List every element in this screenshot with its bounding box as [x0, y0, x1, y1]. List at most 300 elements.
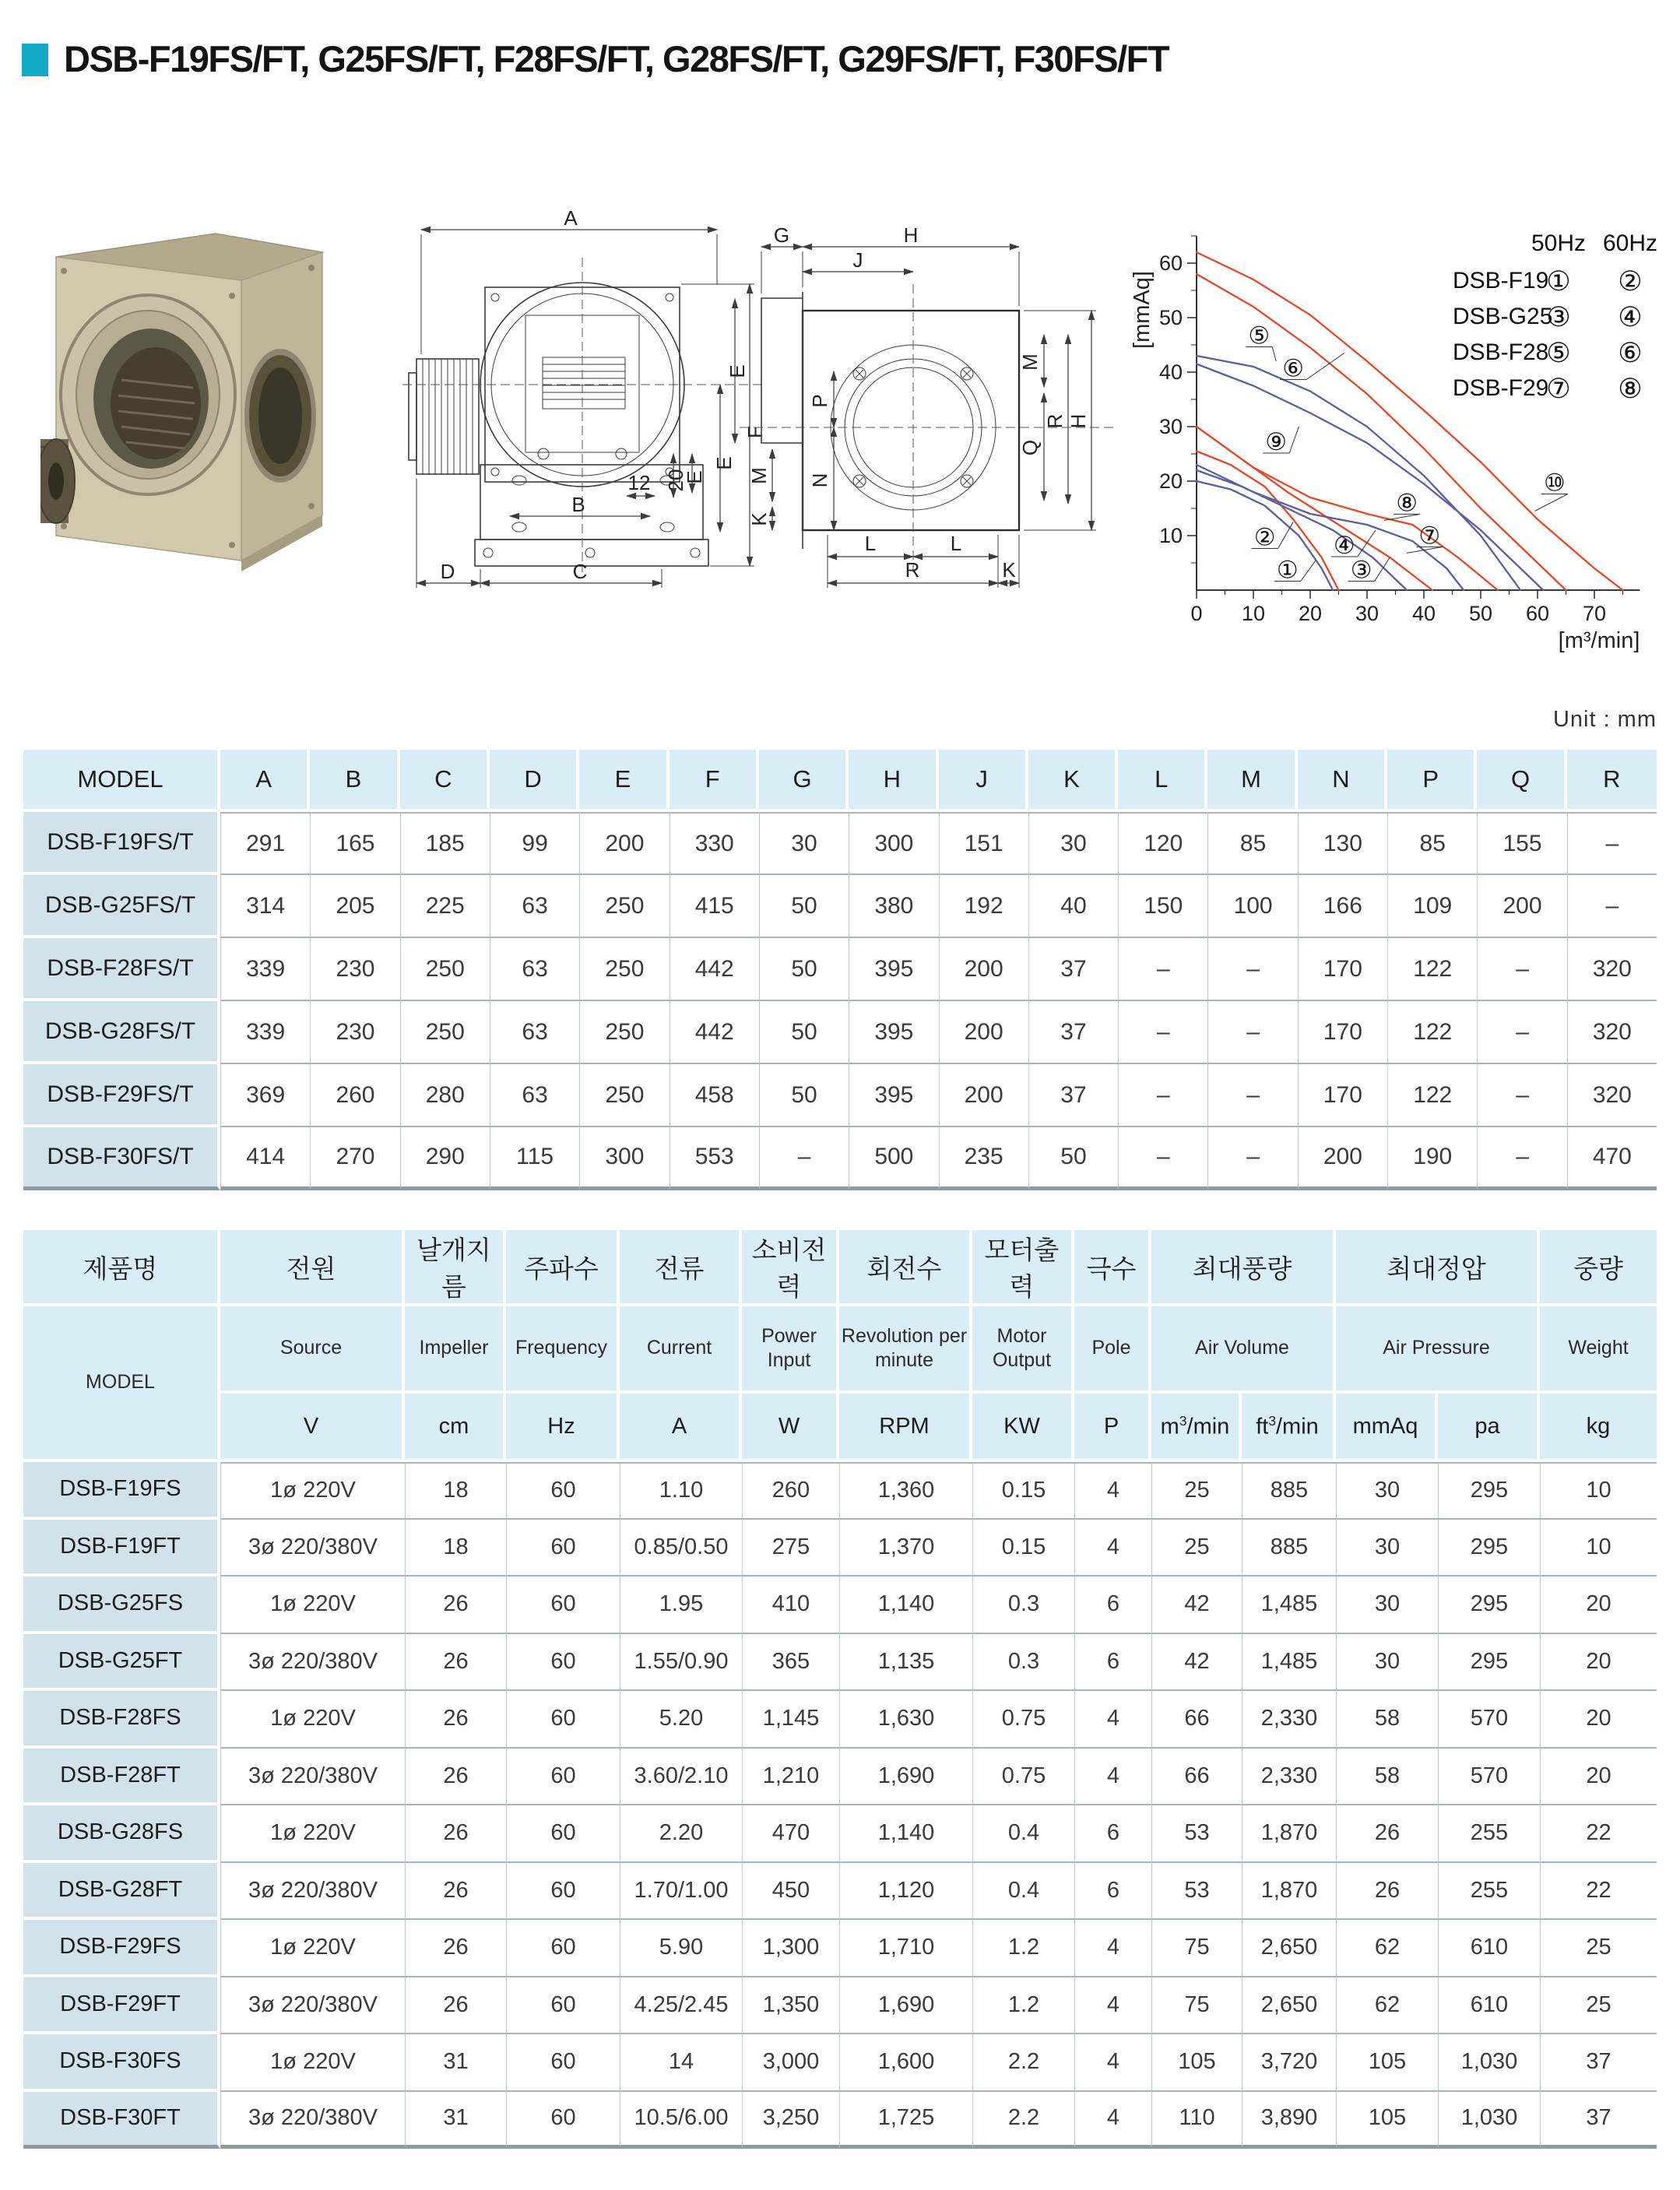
spec-value-cell: 1.95 — [620, 1577, 742, 1634]
dim-value-cell: 290 — [400, 1127, 490, 1190]
dim-value-cell: 170 — [1298, 1064, 1387, 1127]
spec-header-korean: 중량 — [1540, 1230, 1657, 1306]
spec-value-cell: 20 — [1540, 1577, 1657, 1634]
spec-value-cell: 1ø 220V — [220, 1691, 405, 1749]
spec-value-cell: 105 — [1336, 2034, 1438, 2092]
spec-header-english: Power Input — [742, 1306, 839, 1394]
spec-value-cell: 570 — [1438, 1749, 1540, 1806]
unit-note: Unit : mm — [1552, 707, 1657, 732]
x-axis-label: [m³/min] — [1558, 628, 1640, 653]
spec-value-cell: 2,650 — [1242, 1920, 1336, 1977]
spec-value-cell: 1,140 — [839, 1577, 972, 1634]
dim-col-header: N — [1298, 750, 1387, 812]
spec-value-cell: 20 — [1540, 1634, 1657, 1692]
svg-text:50: 50 — [1468, 602, 1493, 625]
spec-value-cell: 60 — [506, 1977, 620, 2035]
spec-value-cell: 18 — [405, 1520, 506, 1577]
svg-text:70: 70 — [1582, 602, 1607, 625]
spec-value-cell: 1,140 — [839, 1805, 972, 1863]
dim-label-20: 20 — [664, 469, 687, 492]
spec-value-cell: 1,710 — [839, 1920, 972, 1977]
spec-value-cell: 610 — [1438, 1920, 1540, 1977]
svg-text:⑥: ⑥ — [1618, 338, 1643, 368]
dim-col-header: C — [400, 750, 490, 812]
dim-value-cell: 150 — [1118, 875, 1207, 938]
dim-label-E: E — [683, 470, 706, 484]
dim-value-cell: 553 — [670, 1127, 759, 1190]
spec-value-cell: 20 — [1540, 1691, 1657, 1749]
spec-value-cell: 4 — [1074, 2092, 1151, 2150]
dim-value-cell: 122 — [1387, 1064, 1477, 1127]
spec-value-cell: 53 — [1151, 1863, 1242, 1921]
dim-value-cell: – — [1118, 1064, 1207, 1127]
spec-table-row — [23, 1577, 1657, 1634]
spec-value-cell: 2,330 — [1242, 1691, 1336, 1749]
title-accent-square — [22, 44, 48, 76]
dim-label-E: E — [726, 364, 749, 378]
spec-value-cell: 60 — [506, 1462, 620, 1520]
front-view-drawing — [724, 206, 1129, 615]
spec-value-cell: 295 — [1438, 1634, 1540, 1692]
spec-value-cell: 2,330 — [1242, 1749, 1336, 1806]
spec-value-cell: 295 — [1438, 1577, 1540, 1634]
spec-value-cell: 26 — [405, 1691, 506, 1749]
spec-header-korean: 소비전력 — [742, 1230, 839, 1306]
spec-header-english: Impeller — [405, 1306, 506, 1394]
dim-value-cell: 109 — [1387, 875, 1477, 938]
spec-model-cell: DSB-G28FS — [23, 1805, 220, 1863]
spec-model-cell: DSB-F28FT — [23, 1749, 220, 1806]
spec-value-cell: 60 — [506, 1805, 620, 1863]
spec-value-cell: 60 — [506, 2092, 620, 2150]
dim-value-cell: 280 — [400, 1064, 490, 1127]
dim-value-cell: 63 — [490, 1064, 579, 1127]
spec-table-row — [23, 1863, 1657, 1921]
dim-value-cell: 442 — [670, 1001, 759, 1064]
svg-text:0: 0 — [1190, 602, 1203, 625]
spec-value-cell: 25 — [1151, 1462, 1242, 1520]
spec-value-cell: 1,145 — [742, 1691, 839, 1749]
dim-value-cell: 37 — [1028, 1064, 1118, 1127]
spec-header-unit: $m^3/\min$ — [1151, 1394, 1242, 1462]
dim-label-M: M — [1018, 353, 1042, 371]
dim-value-cell: 395 — [849, 1064, 938, 1127]
dim-value-cell: 40 — [1028, 875, 1118, 938]
spec-header-unit: KW — [972, 1394, 1074, 1462]
spec-table-row — [23, 1977, 1657, 2035]
dim-value-cell: 260 — [310, 1064, 399, 1127]
spec-value-cell: 365 — [742, 1634, 839, 1692]
dim-col-header: K — [1028, 750, 1118, 812]
spec-value-cell: 30 — [1336, 1634, 1438, 1692]
dim-value-cell: 50 — [759, 1064, 849, 1127]
spec-value-cell: 3ø 220/380V — [220, 1634, 405, 1692]
spec-header-english: Revolution per minute — [839, 1306, 972, 1394]
dim-col-header: F — [670, 750, 759, 812]
spec-value-cell: 60 — [506, 2034, 620, 2092]
dim-value-cell: 130 — [1298, 812, 1387, 875]
spec-header-english: Source — [220, 1306, 405, 1394]
spec-header-unit: RPM — [839, 1394, 972, 1462]
dim-value-cell: 205 — [310, 875, 399, 938]
spec-header-korean: 주파수 — [506, 1230, 620, 1306]
dim-value-cell: 200 — [939, 938, 1028, 1001]
spec-value-cell: 885 — [1242, 1462, 1336, 1520]
dim-col-header: H — [849, 750, 938, 812]
spec-value-cell: 3.60/2.10 — [620, 1749, 742, 1806]
spec-value-cell: 275 — [742, 1520, 839, 1577]
dim-value-cell: – — [1207, 1064, 1297, 1127]
spec-value-cell: 60 — [506, 1577, 620, 1634]
dim-value-cell: 63 — [490, 875, 579, 938]
spec-value-cell: 62 — [1336, 1920, 1438, 1977]
spec-value-cell: 2.2 — [972, 2034, 1074, 2092]
dim-label-K: K — [1002, 558, 1016, 582]
curve-number-label: ⑤ — [1248, 322, 1271, 350]
dim-value-cell: 200 — [579, 812, 669, 875]
svg-text:DSB-G25: DSB-G25 — [1453, 304, 1553, 329]
spec-value-cell: 60 — [506, 1520, 620, 1577]
dim-label-K: K — [747, 512, 771, 526]
dim-table-row — [23, 938, 1657, 1001]
spec-header-unit: cm — [405, 1394, 506, 1462]
dim-value-cell: 339 — [220, 1001, 310, 1064]
dim-label-P: P — [808, 394, 831, 408]
curve-number-label: ⑧ — [1396, 489, 1418, 517]
dim-label-H: H — [903, 223, 919, 247]
dim-label-B: B — [571, 493, 585, 516]
spec-value-cell: 26 — [405, 1749, 506, 1806]
dim-col-header: E — [579, 750, 669, 812]
dim-value-cell: – — [1207, 1127, 1297, 1190]
dim-col-header: Q — [1477, 750, 1566, 812]
svg-text:30: 30 — [1355, 602, 1379, 625]
dim-table-row — [23, 812, 1657, 875]
spec-value-cell: 2.2 — [972, 2092, 1074, 2150]
spec-value-cell: 295 — [1438, 1462, 1540, 1520]
spec-value-cell: 25 — [1540, 1920, 1657, 1977]
svg-text:60Hz: 60Hz — [1602, 230, 1658, 256]
spec-header-unit: Hz — [506, 1394, 620, 1462]
dimension-table — [23, 750, 1657, 1190]
spec-header-korean: 제품명 — [23, 1230, 220, 1306]
svg-text:50: 50 — [1158, 306, 1183, 329]
spec-value-cell: 450 — [742, 1863, 839, 1921]
dim-value-cell: 120 — [1118, 812, 1207, 875]
spec-value-cell: 1,030 — [1438, 2034, 1540, 2092]
spec-value-cell: 6 — [1074, 1805, 1151, 1863]
spec-value-cell: 3ø 220/380V — [220, 1520, 405, 1577]
spec-value-cell: 3ø 220/380V — [220, 1863, 405, 1921]
dim-model-cell: DSB-G25FS/T — [23, 875, 220, 938]
dim-table-row — [23, 1001, 1657, 1064]
spec-value-cell: 1ø 220V — [220, 2034, 405, 2092]
spec-value-cell: 4.25/2.45 — [620, 1977, 742, 2035]
dim-value-cell: 200 — [939, 1001, 1028, 1064]
spec-value-cell: 0.15 — [972, 1520, 1074, 1577]
dim-value-cell: 235 — [939, 1127, 1028, 1190]
dim-value-cell: 200 — [1298, 1127, 1387, 1190]
spec-value-cell: 60 — [506, 1863, 620, 1921]
dim-value-cell: 155 — [1477, 812, 1566, 875]
dim-value-cell: 300 — [849, 812, 938, 875]
spec-model-cell: DSB-G25FT — [23, 1634, 220, 1692]
dim-label-Q: Q — [1018, 439, 1042, 456]
dim-value-cell: 85 — [1387, 812, 1477, 875]
curve-②-60Hz — [1197, 452, 1339, 591]
dim-value-cell: 369 — [220, 1064, 310, 1127]
dim-value-cell: – — [1207, 938, 1297, 1001]
svg-text:①: ① — [1546, 266, 1571, 297]
spec-value-cell: 0.85/0.50 — [620, 1520, 742, 1577]
spec-value-cell: 1,690 — [839, 1749, 972, 1806]
svg-text:40: 40 — [1158, 360, 1183, 384]
dim-label-D: D — [440, 560, 455, 583]
svg-text:DSB-F29: DSB-F29 — [1453, 375, 1549, 401]
spec-value-cell: 1.70/1.00 — [620, 1863, 742, 1921]
dim-value-cell: 166 — [1298, 875, 1387, 938]
spec-value-cell: 18 — [405, 1462, 506, 1520]
spec-value-cell: 3ø 220/380V — [220, 1749, 405, 1806]
spec-value-cell: 4 — [1074, 1977, 1151, 2035]
dim-value-cell: 250 — [579, 1001, 669, 1064]
spec-value-cell: 1.10 — [620, 1462, 742, 1520]
spec-value-cell: 10 — [1540, 1462, 1657, 1520]
spec-value-cell: 0.3 — [972, 1634, 1074, 1692]
spec-table-row — [23, 1462, 1657, 1520]
photo-motor — [40, 439, 75, 523]
spec-value-cell: 62 — [1336, 1977, 1438, 2035]
spec-value-cell: 10.5/6.00 — [620, 2092, 742, 2150]
spec-value-cell: 110 — [1151, 2092, 1242, 2150]
y-axis-label: [mmAq] — [1130, 271, 1155, 349]
spec-value-cell: 1,120 — [839, 1863, 972, 1921]
spec-value-cell: 66 — [1151, 1691, 1242, 1749]
svg-text:50Hz: 50Hz — [1531, 230, 1587, 256]
svg-text:⑦: ⑦ — [1546, 374, 1571, 404]
dim-label-M: M — [747, 467, 771, 484]
curve-number-label: ③ — [1350, 556, 1372, 584]
dim-value-cell: 192 — [939, 875, 1028, 938]
dim-value-cell: 225 — [400, 875, 490, 938]
svg-text:20: 20 — [1298, 602, 1323, 625]
spec-value-cell: 0.75 — [972, 1691, 1074, 1749]
spec-value-cell: 3,000 — [742, 2034, 839, 2092]
dim-col-header: P — [1387, 750, 1477, 812]
spec-value-cell: 3ø 220/380V — [220, 1977, 405, 2035]
svg-text:30: 30 — [1158, 415, 1183, 438]
spec-value-cell: 3,890 — [1242, 2092, 1336, 2150]
spec-header-korean: 전원 — [220, 1230, 405, 1306]
svg-text:10: 10 — [1241, 602, 1266, 625]
svg-text:40: 40 — [1411, 602, 1436, 625]
curve-number-label: ⑩ — [1544, 469, 1566, 497]
spec-value-cell: 0.4 — [972, 1863, 1074, 1921]
dim-model-cell: DSB-F28FS/T — [23, 938, 220, 1001]
spec-value-cell: 1ø 220V — [220, 1805, 405, 1863]
spec-table-row — [23, 1634, 1657, 1692]
spec-header-english: Weight — [1540, 1306, 1657, 1394]
svg-text:⑧: ⑧ — [1618, 374, 1643, 404]
dim-value-cell: 63 — [490, 938, 579, 1001]
dim-value-cell: 170 — [1298, 938, 1387, 1001]
dim-label-J: J — [852, 248, 863, 272]
spec-value-cell: 22 — [1540, 1863, 1657, 1921]
spec-table-row — [23, 1520, 1657, 1577]
spec-value-cell: 0.4 — [972, 1805, 1074, 1863]
spec-header-english: MODEL — [23, 1306, 220, 1462]
dim-value-cell: 320 — [1567, 1001, 1657, 1064]
dim-col-header: G — [759, 750, 849, 812]
spec-value-cell: 105 — [1336, 2092, 1438, 2150]
spec-header-unit: pa — [1438, 1394, 1540, 1462]
dim-value-cell: 380 — [849, 875, 938, 938]
spec-value-cell: 42 — [1151, 1577, 1242, 1634]
spec-value-cell: 1,600 — [839, 2034, 972, 2092]
spec-model-cell: DSB-F29FS — [23, 1920, 220, 1977]
spec-value-cell: 3ø 220/380V — [220, 2092, 405, 2150]
dim-value-cell: 300 — [579, 1127, 669, 1190]
spec-value-cell: 42 — [1151, 1634, 1242, 1692]
spec-header-english: Motor Output — [972, 1306, 1074, 1394]
dim-col-header: L — [1118, 750, 1207, 812]
side-view-dim-labels — [441, 206, 767, 583]
dim-value-cell: 250 — [400, 1001, 490, 1064]
dim-value-cell: – — [1118, 1127, 1207, 1190]
svg-text:60: 60 — [1525, 602, 1550, 625]
dim-value-cell: – — [1118, 938, 1207, 1001]
spec-value-cell: 1,690 — [839, 1977, 972, 2035]
spec-value-cell: 5.90 — [620, 1920, 742, 1977]
spec-value-cell: 0.3 — [972, 1577, 1074, 1634]
dim-value-cell: 415 — [670, 875, 759, 938]
dim-value-cell: 250 — [579, 1064, 669, 1127]
spec-value-cell: 75 — [1151, 1920, 1242, 1977]
dim-value-cell: 320 — [1567, 938, 1657, 1001]
dim-value-cell: 314 — [220, 875, 310, 938]
dim-value-cell: 458 — [670, 1064, 759, 1127]
spec-table — [23, 1230, 1657, 2149]
spec-value-cell: 60 — [506, 1691, 620, 1749]
spec-table-row — [23, 2034, 1657, 2092]
spec-value-cell: 60 — [506, 1920, 620, 1977]
dimension-table-section — [23, 750, 1657, 1190]
side-view-geometry — [402, 258, 765, 572]
spec-header-unit: kg — [1540, 1394, 1657, 1462]
dim-value-cell: 165 — [310, 812, 399, 875]
dim-col-header: B — [310, 750, 399, 812]
spec-table-row — [23, 1920, 1657, 1977]
dim-value-cell: 50 — [759, 938, 849, 1001]
spec-value-cell: 20 — [1540, 1749, 1657, 1806]
dim-label-E: E — [712, 456, 736, 470]
dim-col-header: M — [1207, 750, 1297, 812]
dim-value-cell: 230 — [310, 1001, 399, 1064]
dim-value-cell: 122 — [1387, 938, 1477, 1001]
dim-col-header: D — [490, 750, 579, 812]
svg-text:②: ② — [1618, 266, 1643, 297]
spec-value-cell: 22 — [1540, 1805, 1657, 1863]
spec-header-english: Air Volume — [1151, 1306, 1336, 1394]
front-view-dim-labels — [726, 223, 1090, 582]
dim-value-cell: 200 — [1477, 875, 1566, 938]
spec-value-cell: 5.20 — [620, 1691, 742, 1749]
curve-number-label: ⑥ — [1282, 354, 1304, 382]
dim-value-cell: – — [1477, 1001, 1566, 1064]
spec-value-cell: 4 — [1074, 1691, 1151, 1749]
dim-value-cell: – — [1477, 938, 1566, 1001]
dim-value-cell: 99 — [490, 812, 579, 875]
spec-table-row — [23, 1805, 1657, 1863]
spec-table-row — [23, 2092, 1657, 2150]
dim-label-L: L — [864, 532, 877, 555]
spec-value-cell: 26 — [405, 1863, 506, 1921]
svg-text:③: ③ — [1546, 302, 1571, 332]
spec-value-cell: 3,250 — [742, 2092, 839, 2150]
dim-value-cell: 250 — [579, 875, 669, 938]
spec-value-cell: 570 — [1438, 1691, 1540, 1749]
dim-label-H: H — [1067, 413, 1090, 429]
dim-value-cell: 100 — [1207, 875, 1297, 938]
spec-value-cell: 26 — [405, 1805, 506, 1863]
dim-label-F: F — [743, 426, 767, 438]
spec-value-cell: 26 — [405, 1634, 506, 1692]
product-photo — [40, 212, 343, 576]
dim-value-cell: 470 — [1567, 1127, 1657, 1190]
dim-label-R: R — [905, 558, 920, 582]
spec-header-unit: P — [1074, 1394, 1151, 1462]
dim-value-cell: – — [1207, 1001, 1297, 1064]
spec-table-row — [23, 1749, 1657, 1806]
spec-value-cell: 1,030 — [1438, 2092, 1540, 2150]
dim-value-cell: 122 — [1387, 1001, 1477, 1064]
spec-value-cell: 75 — [1151, 1977, 1242, 2035]
spec-header-korean: 날개지름 — [405, 1230, 506, 1306]
spec-model-cell: DSB-F19FT — [23, 1520, 220, 1577]
spec-value-cell: 6 — [1074, 1863, 1151, 1921]
svg-text:⑤: ⑤ — [1546, 338, 1571, 368]
spec-header-korean: 회전수 — [839, 1230, 972, 1306]
dim-label-N: N — [808, 473, 831, 488]
spec-value-cell: 6 — [1074, 1634, 1151, 1692]
spec-value-cell: 1.2 — [972, 1920, 1074, 1977]
spec-header-english: Frequency — [506, 1306, 620, 1394]
photo-side-opening-inner — [258, 367, 302, 464]
dim-value-cell: 37 — [1028, 938, 1118, 1001]
spec-value-cell: 30 — [1336, 1462, 1438, 1520]
dim-value-cell: 291 — [220, 812, 310, 875]
dim-value-cell: 170 — [1298, 1001, 1387, 1064]
spec-header-unit: A — [620, 1394, 742, 1462]
spec-value-cell: 4 — [1074, 1520, 1151, 1577]
spec-header-unit: V — [220, 1394, 405, 1462]
spec-value-cell: 2.20 — [620, 1805, 742, 1863]
product-photo-illustration — [40, 212, 343, 576]
spec-header-unit: $ft^3/\min$ — [1242, 1394, 1336, 1462]
spec-model-cell: DSB-F28FS — [23, 1691, 220, 1749]
spec-value-cell: 25 — [1151, 1520, 1242, 1577]
performance-chart — [1123, 193, 1672, 657]
dim-value-cell: 50 — [759, 875, 849, 938]
curve-number-label: ② — [1253, 523, 1276, 551]
spec-value-cell: 26 — [1336, 1863, 1438, 1921]
dim-label-G: G — [773, 223, 790, 247]
spec-value-cell: 1.55/0.90 — [620, 1634, 742, 1692]
dim-value-cell: 85 — [1207, 812, 1297, 875]
dim-model-cell: DSB-F19FS/T — [23, 812, 220, 875]
dim-table-row — [23, 875, 1657, 938]
spec-value-cell: 1,725 — [839, 2092, 972, 2150]
